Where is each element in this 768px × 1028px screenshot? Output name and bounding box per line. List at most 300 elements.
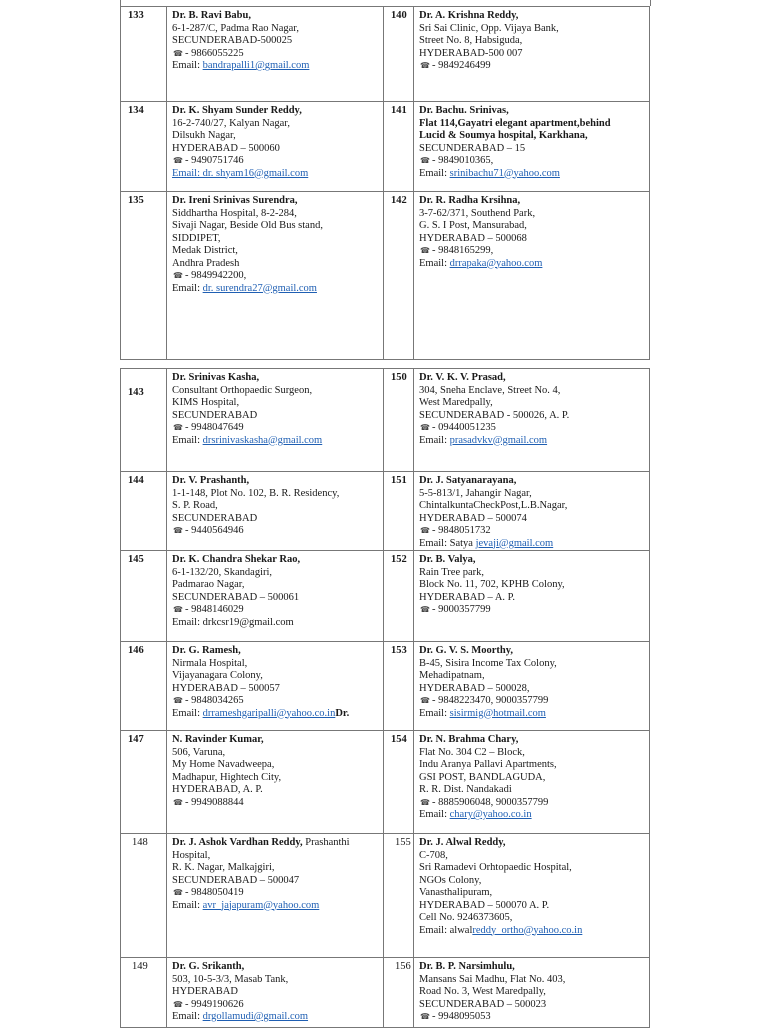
email-line (419, 925, 649, 938)
address-line: B-45, Sisira Income Tax Colony, (419, 657, 557, 669)
entry-cell-right (414, 369, 650, 472)
email-line: Email: drkcsr19@gmail.com (172, 616, 294, 628)
entry-cell-left (167, 834, 384, 958)
email-link[interactable]: sisirmig@hotmail.com (449, 707, 546, 719)
email-label: Email: (172, 60, 203, 71)
phone-icon: ☎ (173, 526, 183, 535)
address-line: Medak District, (172, 245, 238, 256)
doctor-name-line (419, 837, 649, 850)
address-line: 5-5-813/1, Jahangir Nagar, (419, 487, 532, 499)
doctors-table-1 (120, 6, 650, 360)
address-line: Mehadipatnam, (419, 670, 485, 681)
table-row (121, 192, 650, 360)
serial-number: 147 (128, 734, 144, 745)
phone-line (419, 60, 649, 73)
phone-number: - 9949088844 (184, 796, 244, 808)
email-line (172, 60, 383, 73)
email-label: Email: Satya (419, 537, 476, 549)
address-line: Siddhartha Hospital, 8-2-284, (172, 207, 297, 219)
doctor-name-line (419, 195, 649, 208)
address-line: HYDERABAD – 500057 (172, 682, 280, 694)
email-line (419, 538, 649, 551)
entry-cell-right (414, 551, 650, 642)
serial-number: 154 (391, 734, 407, 745)
table-row (121, 731, 650, 834)
entry-cell-left (167, 958, 384, 1028)
phone-icon: ☎ (173, 156, 183, 165)
phone-icon: ☎ (173, 48, 183, 58)
entry-cell-right (414, 958, 650, 1028)
phone-icon: ☎ (420, 156, 430, 165)
email-link[interactable]: srinibachu71@yahoo.com (449, 167, 560, 179)
doctor-entry (167, 551, 383, 629)
serial-number: 153 (391, 645, 407, 656)
phone-number: - 9866055225 (184, 47, 244, 59)
phone-number: - 9848146029 (184, 604, 244, 615)
serial-cell-left (121, 551, 167, 642)
phone-line (172, 155, 383, 168)
address-line: Dilsukh Nagar, (172, 130, 236, 141)
phone-number: - 9949190626 (184, 998, 244, 1010)
doctor-entry (167, 731, 383, 809)
email-suffix: Dr. (335, 707, 350, 719)
doctor-name-line (419, 961, 649, 974)
email-link[interactable]: chary@yahoo.co.in (449, 809, 532, 820)
doctor-name: Dr. V. Prashanth, (172, 475, 250, 486)
doctor-name-line (172, 195, 383, 208)
phone-icon: ☎ (173, 797, 183, 807)
phone-number: - 8885906048, 9000357799 (431, 796, 549, 808)
doctor-name: Dr. N. Brahma Chary, (419, 734, 519, 745)
phone-line (172, 887, 383, 900)
doctor-entry (167, 369, 383, 447)
entry-cell-left (167, 551, 384, 642)
doctor-name-line (172, 734, 383, 747)
address-line: Vijayanagara Colony, (172, 670, 263, 681)
address-line: Flat 114,Gayatri elegant apartment,behind (419, 117, 611, 129)
table-row (121, 102, 650, 192)
serial-number: 133 (128, 10, 144, 21)
phone-icon: ☎ (420, 605, 430, 614)
serial-number: 155 (395, 837, 411, 848)
doctor-entry (414, 731, 649, 822)
doctor-name: Dr. G. Srikanth, (172, 961, 245, 972)
phone-line (419, 797, 649, 810)
doctor-entry (414, 192, 649, 270)
address-line: SECUNDERABAD (172, 409, 258, 421)
address-word: Chintalkunta (419, 500, 474, 511)
serial-number: 140 (391, 10, 407, 21)
entry-cell-left (167, 192, 384, 360)
phone-number: - 9848050419 (184, 887, 244, 898)
address-line: SECUNDERABAD-500025 (172, 35, 293, 46)
address-line: Sri Ramadevi Orhtopaedic Hospital, (419, 862, 572, 873)
serial-number: 135 (128, 195, 144, 206)
phone-icon: ☎ (173, 271, 183, 280)
doctor-name: Dr. B. P. Narsimhulu, (419, 961, 515, 972)
serial-cell-right (384, 958, 414, 1028)
phone-number: - 9948095053 (431, 1011, 491, 1022)
serial-number: 146 (128, 645, 144, 656)
doctor-entry (414, 642, 649, 720)
address-line: SECUNDERABAD – 15 (419, 142, 526, 154)
entry-cell-right (414, 472, 650, 551)
address-line: 1-1-148, Plot No. 102, B. R. Residency, (172, 487, 340, 499)
serial-cell-right (384, 551, 414, 642)
doctor-name-line (419, 372, 649, 385)
email-link[interactable]: avr_jajapuram@yahoo.com (202, 899, 320, 911)
doctor-name-line (172, 10, 383, 23)
email-link[interactable]: drrapaka@yahoo.com (449, 257, 543, 269)
email-link[interactable]: bandrapalli1@gmail.com (202, 60, 310, 71)
phone-number: - 9490751746 (184, 155, 244, 166)
doctor-name: Dr. Ireni Srinivas Surendra, (172, 195, 298, 206)
address-line: HYDERABAD – 500028, (419, 682, 530, 694)
doctor-name: Dr. V. K. V. Prasad, (419, 372, 506, 383)
phone-number: - 9848223470, 9000357799 (431, 695, 549, 706)
address-line: HYDERABAD – A. P. (419, 591, 515, 603)
email-label: Email: (172, 707, 203, 719)
phone-icon: ☎ (420, 797, 430, 807)
serial-number: 150 (391, 372, 407, 383)
phone-line (419, 422, 649, 435)
serial-number: 149 (132, 961, 148, 972)
email-line (172, 900, 383, 913)
address-line: 503, 10-5-3/3, Masab Tank, (172, 973, 289, 985)
entry-cell-right (414, 642, 650, 731)
address-line: Madhapur, Hightech City, (172, 771, 282, 783)
doctor-name-line (419, 105, 649, 118)
address-line: Indu Aranya Pallavi Apartments, (419, 759, 557, 770)
table-row (121, 369, 650, 472)
serial-number: 151 (391, 475, 407, 486)
phone-number: - 9849942200, (184, 270, 247, 281)
phone-line (172, 797, 383, 810)
email-line (172, 708, 383, 721)
phone-number: - 9848165299, (431, 245, 494, 256)
phone-icon: ☎ (420, 246, 430, 255)
table-row (121, 7, 650, 102)
doctor-entry (414, 102, 649, 180)
doctor-name: Dr. G. V. S. Moorthy, (419, 645, 514, 656)
phone-line (172, 422, 383, 435)
phone-icon: ☎ (173, 696, 183, 705)
address-line: R. K. Nagar, Malkajgiri, (172, 862, 275, 873)
doctor-name: Dr. G. Ramesh, (172, 645, 241, 656)
serial-cell-left (121, 731, 167, 834)
address-line: Nirmala Hospital, (172, 657, 248, 669)
email-line (172, 283, 383, 296)
address-line: R. R. Dist. Nandakadi (419, 784, 512, 795)
entry-cell-left (167, 731, 384, 834)
phone-icon: ☎ (173, 999, 183, 1009)
address-line: GSI POST, BANDLAGUDA, (419, 771, 546, 783)
entry-cell-left (167, 642, 384, 731)
doctor-name-line (172, 475, 383, 488)
address-line: Cell No. 9246373605, (419, 912, 513, 923)
address-line: West Maredpally, (419, 397, 493, 408)
table-row (121, 834, 650, 958)
doctor-entry (167, 102, 383, 180)
doctor-name-line (172, 645, 383, 658)
doctor-entry (167, 192, 383, 295)
serial-cell-left (121, 642, 167, 731)
email-label: Email: alwal (419, 924, 473, 936)
email-line (419, 435, 649, 448)
phone-line (172, 270, 383, 283)
email-label: Email: (419, 809, 450, 820)
doctor-name-line (172, 105, 383, 118)
address-line: HYDERABAD – 500074 (419, 512, 527, 524)
address-line: SECUNDERABAD – 500047 (172, 874, 300, 886)
serial-cell-right (384, 731, 414, 834)
serial-number: 141 (391, 105, 407, 116)
address-line: Road No. 3, West Maredpally, (419, 986, 546, 997)
address-line (419, 500, 631, 513)
phone-number: - 9440564946 (184, 525, 244, 536)
address-line: SIDDIPET, (172, 232, 221, 244)
serial-cell-right (384, 369, 414, 472)
table-row (121, 958, 650, 1028)
phone-line (172, 695, 383, 708)
phone-line (172, 525, 383, 538)
phone-line (419, 245, 649, 258)
entry-cell-right (414, 102, 650, 192)
serial-cell-left (121, 958, 167, 1028)
phone-icon: ☎ (420, 423, 430, 432)
email-line (419, 809, 649, 822)
doctor-entry (167, 834, 383, 912)
phone-number: - 9000357799 (431, 604, 491, 615)
serial-cell-right (384, 642, 414, 731)
email-line (419, 708, 649, 721)
address-word: Check (473, 500, 501, 511)
serial-number: 156 (395, 961, 411, 972)
phone-number: - 09440051235 (431, 422, 496, 433)
doctor-name: Dr. J. Satyanarayana, (419, 475, 517, 486)
address-line: Street No. 8, Habsiguda, (419, 35, 523, 46)
doctor-name: Dr. J. Alwal Reddy, (419, 837, 506, 848)
serial-cell-right (384, 192, 414, 360)
serial-cell-left (121, 834, 167, 958)
address-line: S. P. Road, (172, 500, 218, 511)
email-label: Email: (172, 434, 203, 446)
email-link[interactable]: jevaji@gmail.com (475, 537, 554, 549)
doctor-name: Dr. Bachu. Srinivas, (419, 105, 509, 116)
address-line: Vanasthalipuram, (419, 887, 493, 898)
phone-line (172, 48, 383, 61)
email-link[interactable]: drgollamudi@gmail.com (202, 1011, 309, 1022)
email-line (172, 1011, 383, 1024)
serial-cell-left (121, 192, 167, 360)
serial-number: 143 (128, 387, 144, 398)
serial-cell-right (384, 472, 414, 551)
doctor-name-line (419, 645, 649, 658)
doctor-name: Dr. K. Chandra Shekar Rao, (172, 554, 301, 565)
address-line: NGOs Colony, (419, 874, 482, 886)
address-line: Lucid & Soumya hospital, Karkhana, (419, 130, 588, 141)
serial-number: 142 (391, 195, 407, 206)
email-label: Email: (172, 282, 203, 294)
entry-cell-left (167, 369, 384, 472)
address-line: 16-2-740/27, Kalyan Nagar, (172, 117, 290, 129)
address-word: Post, (500, 500, 521, 511)
address-line: 3-7-62/371, Southend Park, (419, 207, 536, 219)
address-line: SECUNDERABAD – 500023 (419, 998, 547, 1010)
email-label: Email: (419, 257, 450, 269)
address-line: HYDERABAD, A. P. (172, 784, 263, 795)
phone-line (419, 1011, 649, 1024)
address-line: Andhra Pradesh (172, 257, 240, 269)
phone-number: - 9849246499 (431, 60, 491, 71)
address-line: My Home Navadweepa, (172, 759, 275, 770)
doctor-name: Dr. J. Ashok Vardhan Reddy, (172, 837, 303, 848)
doctors-table-2 (120, 368, 650, 1028)
entry-cell-right (414, 834, 650, 958)
doctor-name: Dr. R. Radha Krsihna, (419, 195, 521, 206)
email-line (172, 168, 383, 181)
doctor-name-line (419, 475, 649, 488)
email-label: Email: (172, 899, 203, 911)
doctor-entry (414, 958, 649, 1024)
phone-icon: ☎ (420, 1012, 430, 1021)
doctor-entry (414, 472, 649, 550)
address-line: HYDERABAD – 500060 (172, 142, 280, 154)
serial-cell-right (384, 102, 414, 192)
phone-line (419, 525, 649, 538)
address-line: Hospital, (172, 849, 211, 861)
doctor-name: Dr. B. Ravi Babu, (172, 10, 251, 21)
address-line: 506, Varuna, (172, 746, 226, 758)
doctor-name: N. Ravinder Kumar, (172, 734, 264, 745)
serial-cell-right (384, 834, 414, 958)
doctor-name: Dr. Srinivas Kasha, (172, 372, 260, 383)
address-line: Consultant Orthopaedic Surgeon, (172, 384, 313, 396)
email-link[interactable]: Email: dr. shyam16@gmail.com (172, 167, 309, 179)
table-row (121, 642, 650, 731)
address-line: 304, Sneha Enclave, Street No. 4, (419, 384, 561, 396)
email-link[interactable]: drrameshgaripalli@yahoo.co.in (202, 707, 336, 719)
email-link[interactable]: dr. surendra27@gmail.com (202, 282, 317, 294)
phone-line (419, 604, 649, 617)
table-row (121, 551, 650, 642)
address-line: Padmarao Nagar, (172, 579, 245, 590)
doctor-name: Dr. A. Krishna Reddy, (419, 10, 519, 21)
address-line: KIMS Hospital, (172, 397, 240, 408)
phone-number: - 9849010365, (431, 155, 494, 166)
serial-cell-left (121, 369, 167, 472)
address-line: C-708, (419, 849, 448, 861)
doctor-entry (414, 834, 649, 937)
email-link[interactable]: drsrinivaskasha@gmail.com (202, 434, 323, 446)
phone-icon: ☎ (173, 888, 183, 897)
address-line: Sivaji Nagar, Beside Old Bus stand, (172, 220, 323, 231)
doctor-name-tail: Prashanthi (302, 837, 350, 848)
phone-line (419, 155, 649, 168)
address-line: HYDERABAD (172, 986, 238, 997)
doctor-name-line (172, 837, 383, 850)
address-line: Sri Sai Clinic, Opp. Vijaya Bank, (419, 22, 559, 34)
address-line: Mansans Sai Madhu, Flat No. 403, (419, 973, 566, 985)
doctor-entry (414, 7, 649, 73)
email-label: Email: (419, 707, 450, 719)
address-word: Nagar, (539, 500, 568, 511)
serial-cell-left (121, 472, 167, 551)
doctor-name-line (172, 961, 383, 974)
entry-cell-right (414, 7, 650, 102)
phone-line (172, 999, 383, 1012)
address-word: L.B. (520, 500, 540, 511)
serial-number: 134 (128, 105, 144, 116)
entry-cell-left (167, 7, 384, 102)
address-line: Rain Tree park, (419, 566, 485, 578)
email-line (172, 435, 383, 448)
address-line: SECUNDERABAD - 500026, A. P. (419, 409, 570, 421)
address-line: HYDERABAD – 500070 A. P. (419, 899, 550, 911)
doctor-name-line (419, 554, 649, 567)
email-link[interactable]: prasadvkv@gmail.com (449, 434, 548, 446)
phone-icon: ☎ (420, 61, 430, 70)
phone-icon: ☎ (420, 526, 430, 535)
doctor-entry (167, 472, 383, 538)
phone-number: - 9948047649 (184, 422, 244, 433)
doctor-entry (414, 551, 649, 617)
address-line: G. S. I Post, Mansurabad, (419, 220, 527, 231)
email-line (419, 258, 649, 271)
serial-number: 145 (128, 554, 144, 565)
serial-number: 152 (391, 554, 407, 565)
address-line: Flat No. 304 C2 – Block, (419, 746, 525, 758)
entry-cell-right (414, 731, 650, 834)
doctor-name: Dr. K. Shyam Sunder Reddy, (172, 105, 302, 116)
doctor-entry (167, 7, 383, 73)
serial-cell-right (384, 7, 414, 102)
serial-number: 148 (132, 837, 148, 848)
doctor-name-line (172, 372, 383, 385)
phone-number: - 9848034265 (184, 695, 244, 706)
doctor-name-line (172, 554, 383, 567)
address-line: HYDERABAD – 500068 (419, 232, 527, 244)
email-line (419, 168, 649, 181)
address-line: SECUNDERABAD – 500061 (172, 591, 300, 603)
doctor-entry (414, 369, 649, 447)
doctor-name: Dr. B. Valya, (419, 554, 476, 565)
entry-cell-right (414, 192, 650, 360)
entry-cell-left (167, 472, 384, 551)
phone-number: - 9848051732 (431, 525, 491, 536)
serial-cell-left (121, 102, 167, 192)
serial-number: 144 (128, 475, 144, 486)
email-label: Email: (172, 1011, 203, 1022)
phone-icon: ☎ (173, 423, 183, 432)
email-label: Email: (419, 167, 450, 179)
table-row (121, 472, 650, 551)
email-label: Email: (419, 434, 450, 446)
address-line: SECUNDERABAD (172, 512, 258, 524)
email-link[interactable]: reddy_ortho@yahoo.co.in (472, 924, 583, 936)
address-line: 6-1-132/20, Skandagiri, (172, 566, 273, 578)
address-line: HYDERABAD-500 007 (419, 47, 523, 59)
phone-icon: ☎ (173, 605, 183, 614)
doctor-name-line (419, 734, 649, 747)
doctor-entry (167, 958, 383, 1024)
serial-cell-left (121, 7, 167, 102)
doctor-entry (167, 642, 383, 720)
phone-line (172, 604, 383, 617)
phone-icon: ☎ (420, 696, 430, 705)
entry-cell-left (167, 102, 384, 192)
doctor-name-line (419, 10, 649, 23)
